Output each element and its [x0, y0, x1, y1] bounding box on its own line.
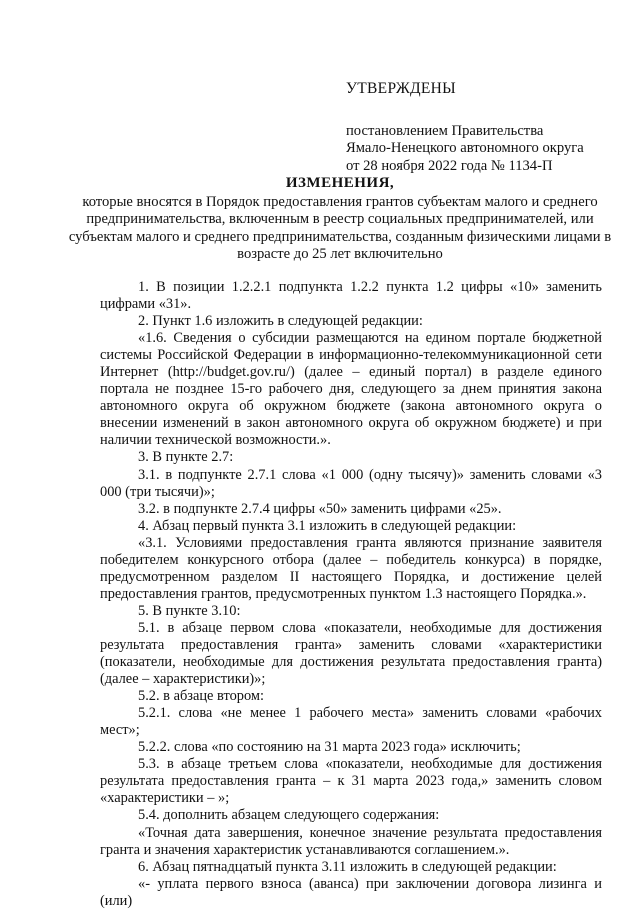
title-subtitle: которые вносятся в Порядок предоставления грантов субъектам малого и среднего предпринимательства, включенным в реестр социальных предпринимателей, или субъектам малого и среднего предпринимательства, созданным физическими лицами в возрасте до 25 лет включительно: [68, 193, 612, 263]
document-title: [60, 175, 620, 264]
approval-line: Ямало-Ненецкого автономного округа: [346, 140, 584, 156]
paragraph: «1.6. Сведения о субсидии размещаются на едином портале бюджетной системы Российской Федерации в информационно-телекоммуникационной сети Интернет (http://budget.gov.ru/) (далее – единый портал) в разделе единого портала не позднее 15-го рабочего дня, следующего за днем принятия закона автономного округа об окружном бюджете (закона автономного округа о внесении изменений в закон автономного округа об окружном бюджете) и при наличии технической возможности.».: [100, 330, 602, 449]
paragraph: «- уплата первого взноса (аванса) при заключении договора лизинга и (или): [100, 875, 602, 909]
paragraph: 3.1. в подпункте 2.7.1 слова «1 000 (одну тысячу)» заменить словами «3 000 (три тысячи)»;: [100, 466, 602, 500]
paragraph: «Точная дата завершения, конечное значение результата предоставления гранта и значения характеристик устанавливаются соглашением.».: [100, 824, 602, 858]
paragraph: «3.1. Условиями предоставления гранта являются признание заявителя победителем конкурсного отбора (далее – победитель конкурса) в порядке, предусмотренном разделом II настоящего Порядка, и достижение целей предоставления грантов, предусмотренных пунктом 1.3 настоящего Порядка.».: [100, 534, 602, 602]
paragraph: 3. В пункте 2.7:: [138, 449, 234, 466]
paragraph: 5.3. в абзаце третьем слова «показатели, необходимые для достижения результата предоставления гранта – к 31 марта 2023 года,» заменить словом «характеристики – »;: [100, 756, 602, 807]
paragraph: 5.1. в абзаце первом слова «показатели, необходимые для достижения результата предоставления гранта» заменить словами «характеристики (показатели, необходимые для достижения результата предоставления гранта) (далее – характеристики)»;: [100, 619, 602, 688]
paragraph: 5.2.2. слова «по состоянию на 31 марта 2023 года» исключить;: [138, 739, 521, 756]
paragraph: 2. Пункт 1.6 изложить в следующей редакции:: [138, 313, 423, 330]
approval-block: [346, 80, 626, 175]
paragraph: 4. Абзац первый пункта 3.1 изложить в следующей редакции:: [138, 517, 517, 534]
paragraph: 5.4. дополнить абзацем следующего содержания:: [138, 807, 440, 824]
title-main: ИЗМЕНЕНИЯ,: [285, 175, 395, 191]
document-body: [100, 279, 602, 910]
paragraph: 6. Абзац пятнадцатый пункта 3.11 изложить в следующей редакции:: [138, 858, 557, 875]
paragraph: 3.2. в подпункте 2.7.4 цифры «50» заменить цифрами «25».: [138, 500, 502, 517]
approval-line: от 28 ноября 2022 года № 1134-П: [346, 157, 553, 174]
approval-heading: УТВЕРЖДЕНЫ: [346, 80, 456, 97]
paragraph: 1. В позиции 1.2.2.1 подпункта 1.2.2 пункта 1.2 цифры «10» заменить цифрами «31».: [100, 279, 602, 313]
paragraph: 5.2. в абзаце втором:: [138, 688, 264, 705]
approval-line: постановлением Правительства: [346, 122, 544, 139]
paragraph: 5. В пункте 3.10:: [138, 602, 241, 619]
paragraph: 5.2.1. слова «не менее 1 рабочего места» заменить словами «рабочих мест»;: [100, 705, 602, 739]
